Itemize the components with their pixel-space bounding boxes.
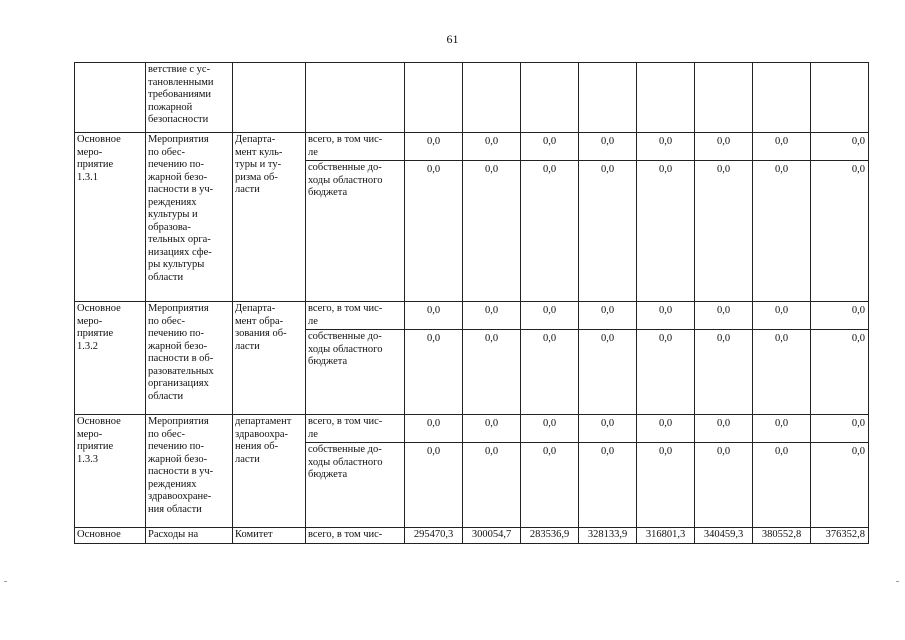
value-cell: 0,0	[695, 302, 753, 330]
executor-cell: Комитет	[233, 528, 306, 544]
value-cell: 0,0	[579, 302, 637, 330]
source-cell: всего, в том чис- ле	[306, 415, 405, 443]
value-cell: 0,0	[579, 161, 637, 302]
code-cell: Основное меро- приятие 1.3.2	[75, 302, 146, 415]
executor-cell	[233, 63, 306, 133]
code-cell: Основное	[75, 528, 146, 544]
value-cell: 0,0	[695, 443, 753, 528]
value-cell: 0,0	[405, 133, 463, 161]
table-row	[75, 302, 869, 330]
value-cell: 0,0	[405, 415, 463, 443]
source-cell: собственные до- ходы областного бюджета	[306, 330, 405, 415]
scan-speck	[896, 581, 899, 582]
value-cell: 0,0	[579, 443, 637, 528]
value-cell: 0,0	[695, 415, 753, 443]
measure-cell: Мероприятия по обес- печению по- жарной безо- пасности в уч- реждениях культуры и образова- тельных орга- низациях сфе- ры культуры области	[146, 133, 233, 302]
scan-speck	[4, 581, 7, 582]
measure-cell: Мероприятия по обес- печению по- жарной безо- пасности в об- разовательных организациях области	[146, 302, 233, 415]
code-cell	[75, 63, 146, 133]
value-cell: 0,0	[695, 161, 753, 302]
measure-cell: ветствие с ус- тановленными требованиями пожарной безопасности	[146, 63, 233, 133]
value-cell: 328133,9	[579, 528, 637, 544]
value-cell: 0,0	[753, 161, 811, 302]
measure-cell: Мероприятия по обес- печению по- жарной безо- пасности в уч- реждениях здравоохране- ния области	[146, 415, 233, 528]
source-cell: всего, в том чис- ле	[306, 302, 405, 330]
value-cell: 0,0	[637, 443, 695, 528]
value-cell: 0,0	[811, 161, 869, 302]
source-cell: всего, в том чис-	[306, 528, 405, 544]
value-cell: 0,0	[579, 415, 637, 443]
executor-cell: Департа- мент обра- зования об- ласти	[233, 302, 306, 415]
value-cell: 0,0	[521, 302, 579, 330]
table-row	[75, 528, 869, 544]
value-cell: 0,0	[637, 133, 695, 161]
page-number: 61	[446, 32, 459, 46]
executor-cell: департамент здравоохра- нения об- ласти	[233, 415, 306, 528]
value-cell: 0,0	[811, 133, 869, 161]
value-cell: 0,0	[579, 133, 637, 161]
value-cell: 300054,7	[463, 528, 521, 544]
value-cell: 0,0	[637, 330, 695, 415]
measure-cell: Расходы на	[146, 528, 233, 544]
value-cell: 0,0	[405, 330, 463, 415]
value-cell: 0,0	[753, 443, 811, 528]
code-cell: Основное меро- приятие 1.3.3	[75, 415, 146, 528]
value-cell: 0,0	[695, 330, 753, 415]
value-cell: 376352,8	[811, 528, 869, 544]
value-cell: 0,0	[695, 133, 753, 161]
source-cell: всего, в том чис- ле	[306, 133, 405, 161]
value-cell: 0,0	[637, 302, 695, 330]
value-cell: 0,0	[405, 443, 463, 528]
executor-cell: Департа- мент куль- туры и ту- ризма об- ласти	[233, 133, 306, 302]
value-cell: 0,0	[521, 330, 579, 415]
value-cell: 0,0	[405, 161, 463, 302]
value-cell: 0,0	[637, 415, 695, 443]
code-cell: Основное меро- приятие 1.3.1	[75, 133, 146, 302]
value-cell: 0,0	[463, 330, 521, 415]
value-cell: 0,0	[405, 302, 463, 330]
value-cell: 0,0	[811, 302, 869, 330]
value-cell: 0,0	[579, 330, 637, 415]
value-cell: 316801,3	[637, 528, 695, 544]
value-cell: 283536,9	[521, 528, 579, 544]
value-cell: 0,0	[463, 443, 521, 528]
value-cell: 0,0	[521, 133, 579, 161]
table-row	[75, 133, 869, 161]
value-cell: 0,0	[753, 330, 811, 415]
value-cell: 295470,3	[405, 528, 463, 544]
value-cell: 0,0	[811, 415, 869, 443]
source-cell	[306, 63, 405, 133]
value-cell: 0,0	[811, 330, 869, 415]
value-cell: 0,0	[521, 443, 579, 528]
table-row	[75, 63, 869, 133]
value-cell: 0,0	[521, 161, 579, 302]
table-row	[75, 415, 869, 443]
value-cell: 340459,3	[695, 528, 753, 544]
source-cell: собственные до- ходы областного бюджета	[306, 161, 405, 302]
value-cell: 0,0	[463, 161, 521, 302]
value-cell: 0,0	[753, 415, 811, 443]
value-cell: 0,0	[811, 443, 869, 528]
value-cell: 0,0	[521, 415, 579, 443]
value-cell: 0,0	[753, 302, 811, 330]
value-cell: 0,0	[753, 133, 811, 161]
value-cell: 0,0	[463, 415, 521, 443]
source-cell: собственные до- ходы областного бюджета	[306, 443, 405, 528]
value-cell: 380552,8	[753, 528, 811, 544]
program-table	[74, 62, 869, 544]
value-cell: 0,0	[637, 161, 695, 302]
value-cell: 0,0	[463, 133, 521, 161]
value-cell: 0,0	[463, 302, 521, 330]
